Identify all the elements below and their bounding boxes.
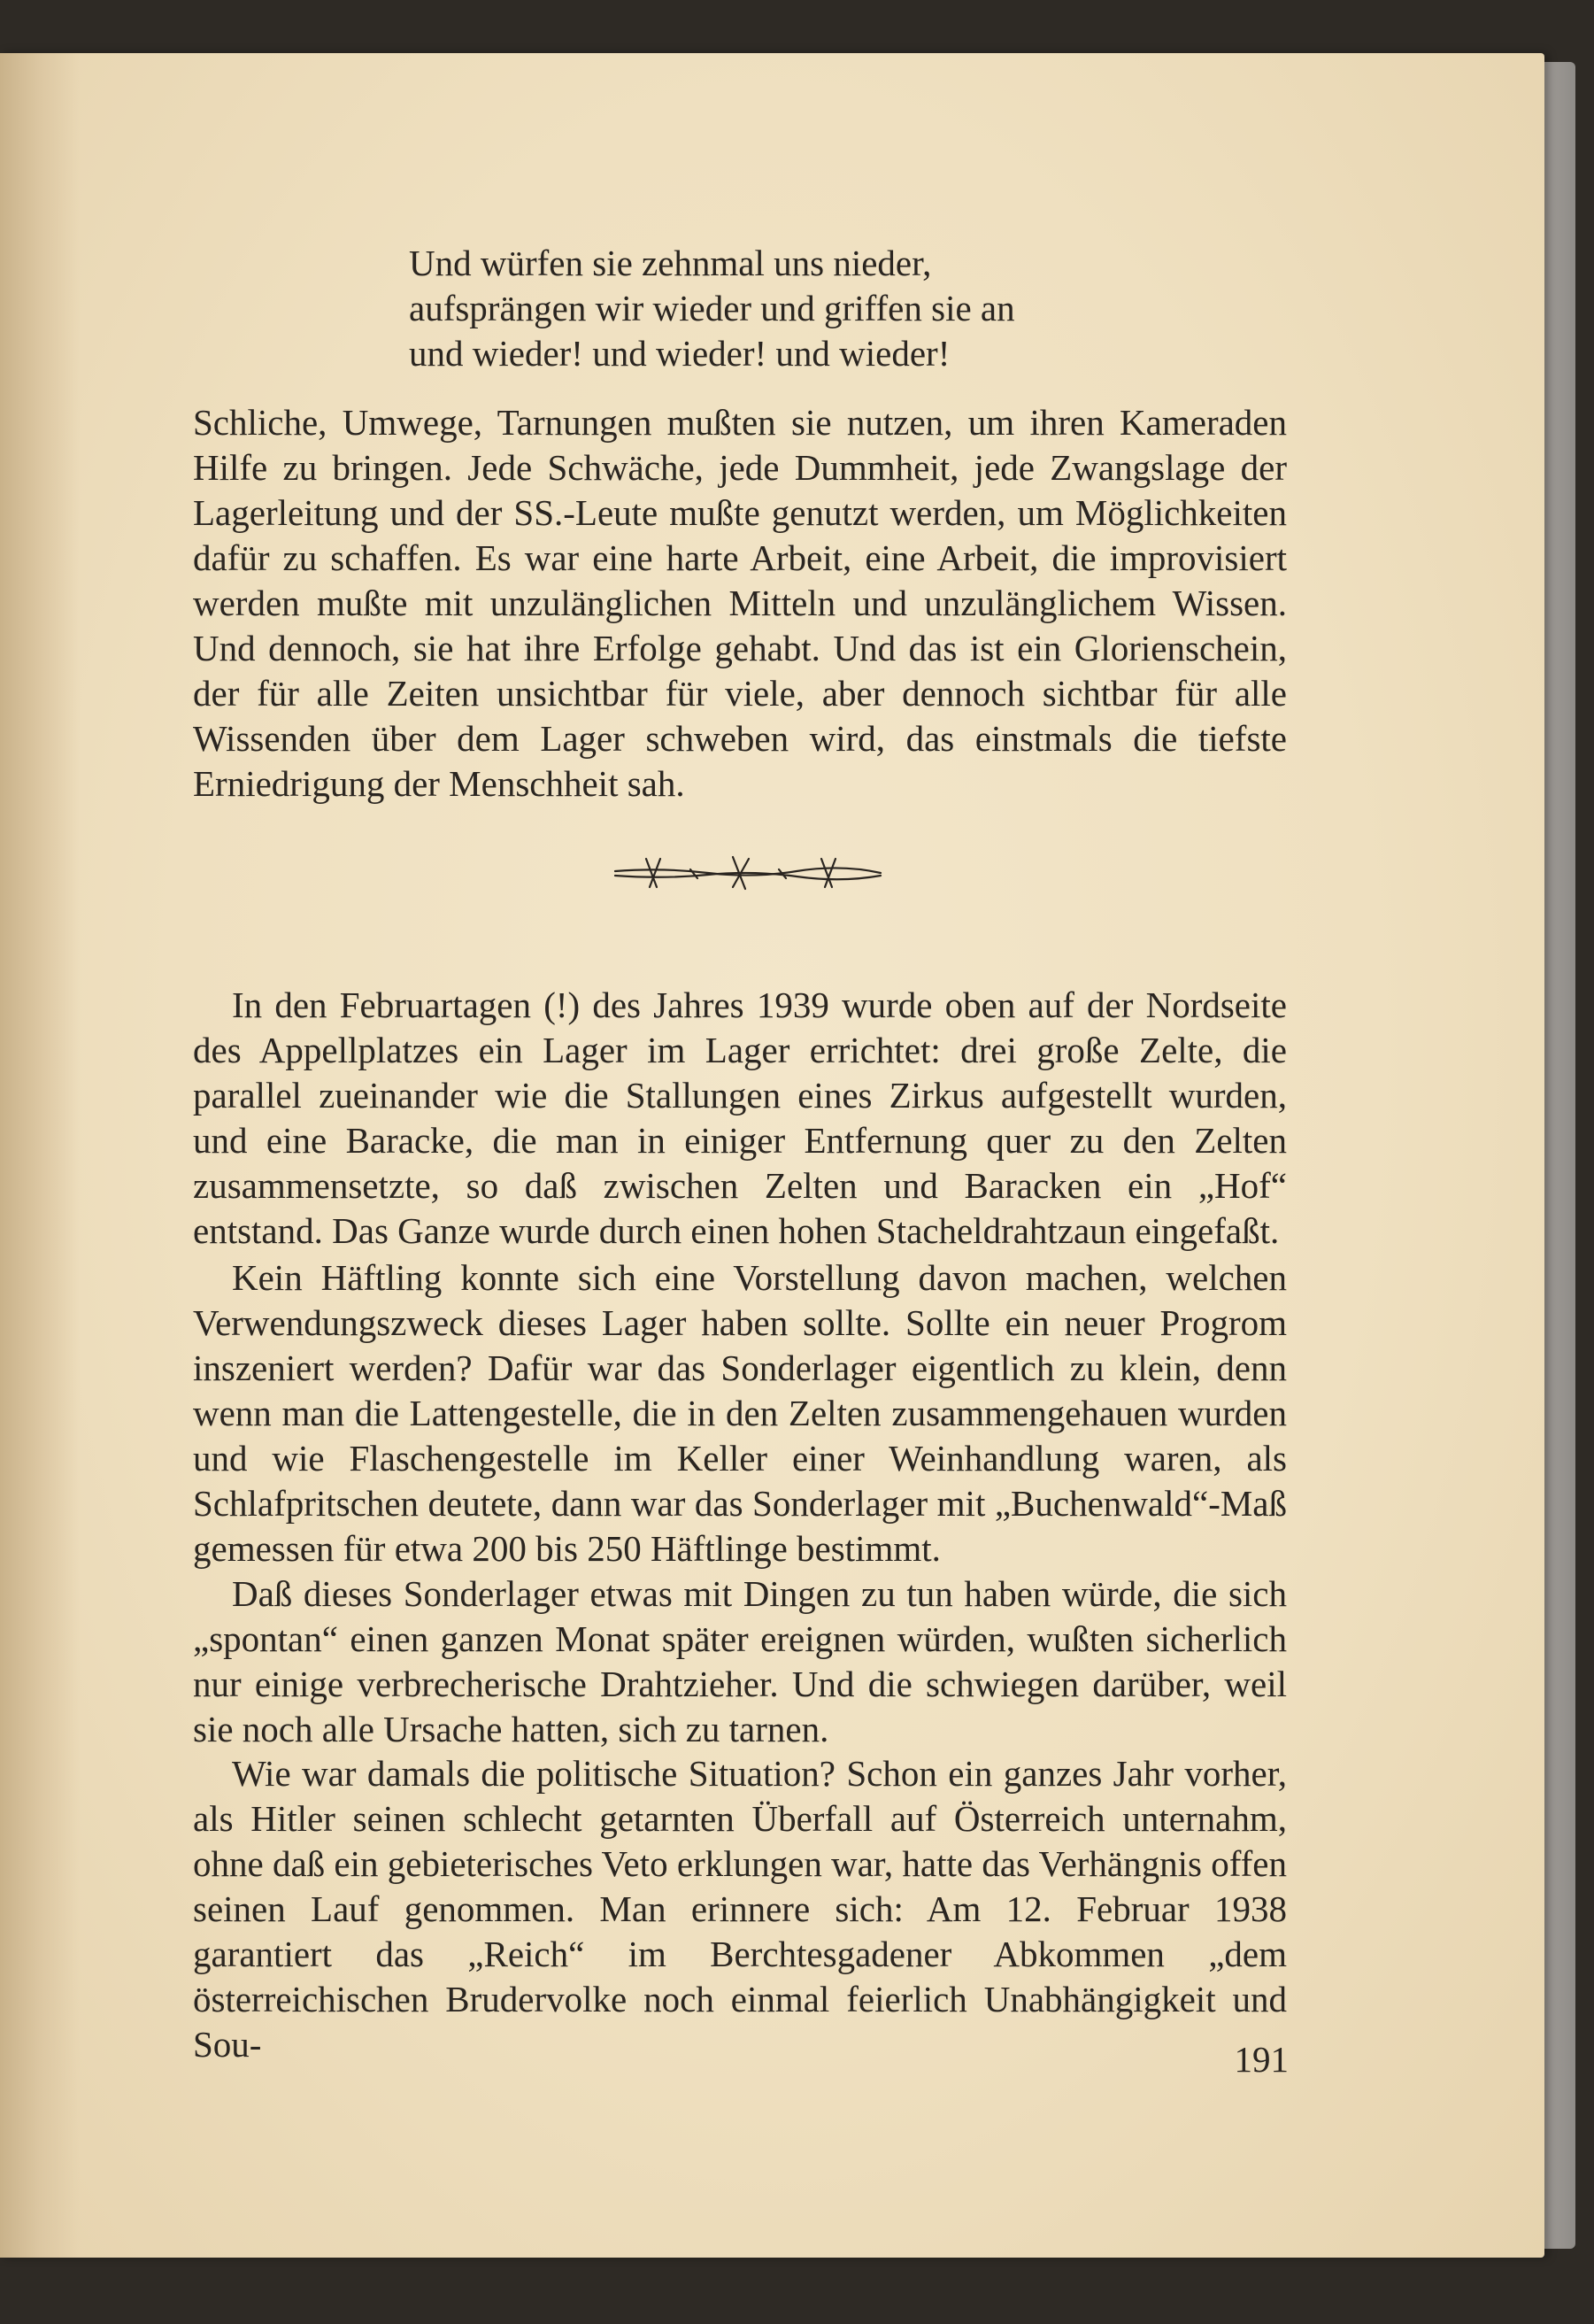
poem-line: Und würfen sie zehnmal uns nieder, bbox=[409, 243, 932, 283]
paragraph: Schliche, Umwege, Tarnungen mußten sie nutzen, um ihren Kameraden Hilfe zu bringen. Jede Schwäche, jede Dummheit, jede Zwangslage der Lagerleitung und der SS.-Leute mußte genutzt werden, um Möglichkeiten dafür zu schaffen. Es war eine harte Arbeit, eine Arbeit, die improvisiert werden mußte mit unzulänglichen Mitteln und unzulänglichem Wissen. Und dennoch, sie hat ihre Erfolge gehabt. Und das ist ein Glorienschein, der für alle Zeiten unsichtbar für viele, aber dennoch sichtbar für alle Wissenden über dem Lager schweben wird, das einstmals die tiefste Erniedrigung der Menschheit sah. bbox=[193, 402, 1287, 804]
paragraph: Wie war damals die politische Situation? Schon ein ganzes Jahr vorher, als Hitler seinen schlecht getarnten Überfall auf Österreich unternahm, ohne daß ein gebieterisches Veto erklungen war, hatte das Verhängnis offen seinen Lauf genommen. Man erinnere sich: Am 12. Februar 1938 garantiert das „Reich“ im Berchtesgadener Abkommen „dem österreichischen Brudervolke noch einmal feierlich Unabhängigkeit und Sou- bbox=[193, 1753, 1287, 2065]
book-gutter bbox=[0, 53, 80, 2258]
paragraph: In den Februartagen (!) des Jahres 1939 wurde oben auf der Nordseite des Appellplatzes ein Lager im Lager errichtet: drei große Zelte, die parallel zueinander wie die Stallungen eines Zirkus aufgestellt wurden, und eine Baracke, die man in einiger Entfernung quer zu den Zelten zusammensetzte, so daß zwischen Zelten und Baracken ein „Hof“ entstand. Das Ganze wurde durch einen hohen Stacheldrahtzaun eingefaßt. bbox=[193, 984, 1287, 1251]
page-number: 191 bbox=[1234, 2039, 1289, 2080]
poem-stanza bbox=[409, 241, 1117, 376]
paragraph: Kein Häftling konnte sich eine Vorstellung davon machen, welchen Verwendungszweck dieses Lager haben sollte. Sollte ein neuer Progrom inszeniert werden? Dafür war das Sonderlager eigentlich zu klein, denn wenn man die Lattengestelle, die in den Zelten zusammengehauen wurden und wie Flaschengestelle im Keller einer Weinhandlung waren, als Schlafpritschen deutete, dann war das Sonderlager mit „Buchenwald“-Maß gemessen für etwa 200 bis 250 Häftlinge bestimmt. bbox=[193, 1257, 1287, 1569]
paragraph: Daß dieses Sonderlager etwas mit Dingen zu tun haben würde, die sich „spontan“ einen ganzen Monat später ereignen würden, wußten sicherlich nur einige verbrecherische Drahtzieher. Und die schwiegen darüber, weil sie noch alle Ursache hatten, sich zu tarnen. bbox=[193, 1573, 1287, 1749]
poem-line: aufsprängen wir wieder und griffen sie an bbox=[409, 288, 1015, 328]
barbed-wire-ornament bbox=[611, 852, 885, 894]
poem-line: und wieder! und wieder! und wieder! bbox=[409, 333, 951, 374]
